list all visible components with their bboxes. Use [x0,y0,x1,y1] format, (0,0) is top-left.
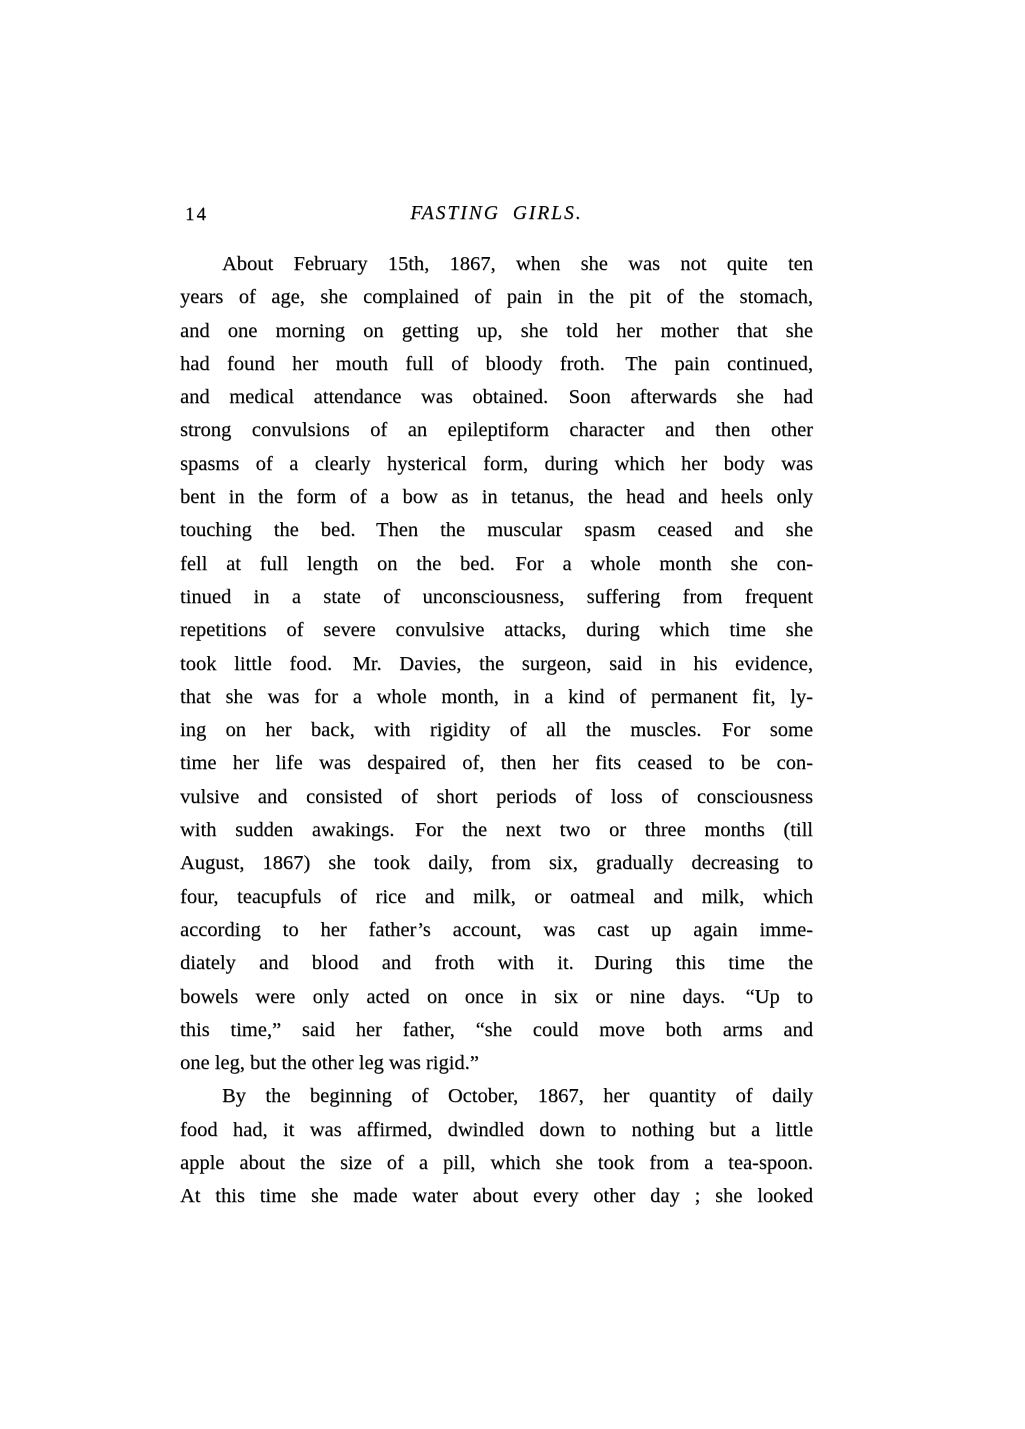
text-line: that she was for a whole month, in a kind of permanent fit, ly- [180,685,813,708]
text-line: apple about the size of a pill, which she took from a tea-spoon. [180,1152,813,1175]
paragraph [180,1080,813,1213]
text-line: and one morning on getting up, she told her mother that she [180,319,813,342]
text-block [180,203,813,1214]
text-line: tinued in a state of unconsciousness, suffering from frequent [180,585,813,608]
text-line: repetitions of severe convulsive attacks, during which time she [180,619,813,642]
text-line: touching the bed. Then the muscular spasm ceased and she [180,519,813,542]
text-line: August, 1867) she took daily, from six, gradually decreasing to [180,852,813,875]
text-line: spasms of a clearly hysterical form, during which her body was [180,452,813,475]
text-line: time her life was despaired of, then her fits ceased to be con- [180,752,813,775]
text-line: this time,” said her father, “she could move both arms and [180,1018,813,1041]
running-title: FASTING GIRLS. [410,203,583,224]
text-line: and medical attendance was obtained. Soon afterwards she had [180,386,813,409]
page-body [180,248,813,1214]
text-line: had found her mouth full of bloody froth. The pain continued, [180,352,813,375]
text-line: four, teacupfuls of rice and milk, or oatmeal and milk, which [180,885,813,908]
paragraph [180,248,813,1080]
text-line: took little food. Mr. Davies, the surgeon, said in his evidence, [180,652,813,675]
text-line: vulsive and consisted of short periods of loss of consciousness [180,785,813,808]
text-line: food had, it was affirmed, dwindled down to nothing but a little [180,1118,813,1141]
text-line: with sudden awakings. For the next two or three months (till [180,819,813,842]
text-line: according to her father’s account, was cast up again imme- [180,918,813,941]
text-line: At this time she made water about every other day ; she looked [180,1185,813,1208]
text-line: one leg, but the other leg was rigid.” [180,1052,479,1075]
text-line: ing on her back, with rigidity of all the muscles. For some [180,719,813,742]
text-line: bowels were only acted on once in six or nine days. “Up to [180,985,813,1008]
text-line: bent in the form of a bow as in tetanus, the head and heels only [180,486,813,509]
page-number: 14 [185,204,208,225]
text-line: years of age, she complained of pain in the pit of the stomach, [180,286,813,309]
page-header [180,203,813,227]
text-line: strong convulsions of an epileptiform character and then other [180,419,813,442]
text-line: By the beginning of October, 1867, her quantity of daily [222,1085,813,1108]
text-line: About February 15th, 1867, when she was not quite ten [222,253,813,275]
text-line: fell at full length on the bed. For a whole month she con- [180,552,813,575]
text-line: diately and blood and froth with it. During this time the [180,952,813,975]
